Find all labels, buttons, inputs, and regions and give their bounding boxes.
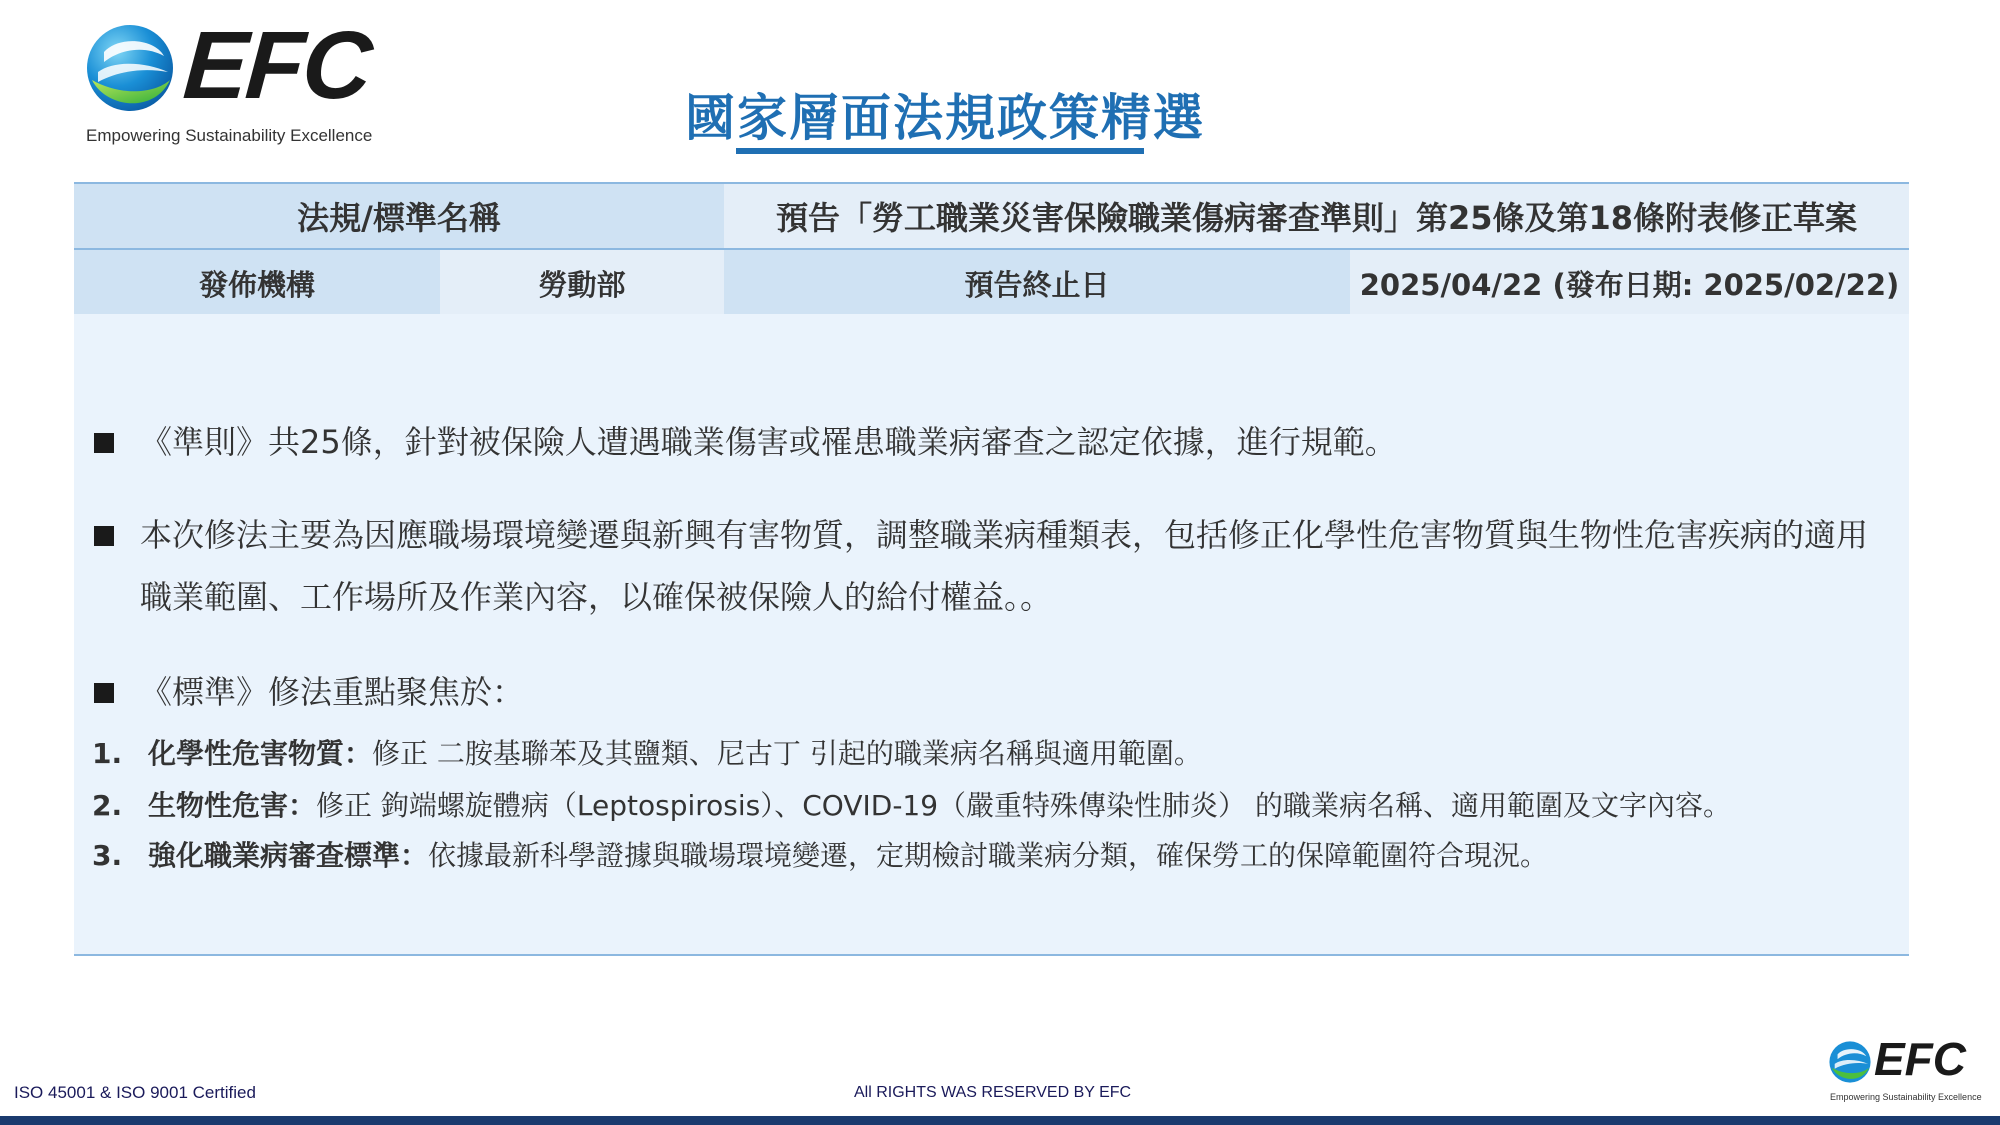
table-row	[74, 182, 1909, 250]
numbered-item	[92, 834, 1548, 874]
numbered-item	[92, 732, 1202, 772]
logo-wordmark: EFC	[180, 12, 374, 119]
numbered-item	[92, 784, 1731, 824]
bullet-item	[94, 411, 1890, 473]
efc-logo-small	[1828, 1033, 1988, 1104]
item-label: 強化職業病審查標準：	[148, 839, 429, 872]
logo-tagline: Empowering Sustainability Excellence	[1830, 1092, 1982, 1102]
bullet-item	[94, 661, 1890, 723]
regulation-info-table	[74, 182, 1909, 316]
bullet-text: 本次修法主要為因應職場環境變遷與新興有害物質，調整職業病種類表，包括修正化學性危害物質與生物性危害疾病的適用職業範圍、工作場所及作業內容，以確保被保險人的給付權益。。	[140, 516, 1869, 616]
bullet-square-icon	[94, 526, 114, 546]
notice-end-label: 預告終止日	[724, 250, 1350, 316]
item-number: 3.	[92, 839, 123, 872]
table-row	[74, 250, 1909, 316]
bullet-square-icon	[94, 433, 114, 453]
law-name-value: 預告「勞工職業災害保險職業傷病審查準則」第25條及第18條附表修正草案	[724, 184, 1909, 248]
item-text: 修正 二胺基聯苯及其鹽類、尼古丁 引起的職業病名稱與適用範圍。	[372, 737, 1202, 770]
bullet-text: 《標準》修法重點聚焦於：	[140, 673, 525, 711]
item-number: 1.	[92, 737, 123, 770]
rights-text: All RIGHTS WAS RESERVED BY EFC	[854, 1084, 1132, 1101]
item-label: 化學性危害物質：	[148, 737, 373, 770]
publisher-label: 發佈機構	[74, 250, 440, 316]
title-underline	[736, 148, 1144, 154]
bullet-square-icon	[94, 683, 114, 703]
publisher-value: 勞動部	[440, 250, 724, 316]
page-title: 國家層面法規政策精選	[685, 89, 1205, 147]
bottom-bar	[0, 1116, 2000, 1125]
item-text: 修正 鉤端螺旋體病（Leptospirosis）、COVID-19（嚴重特殊傳染性肺炎） 的職業病名稱、適用範圍及文字內容。	[316, 789, 1731, 822]
bullet-text: 《準則》共25條，針對被保險人遭遇職業傷害或罹患職業病審查之認定依據，進行規範。	[140, 423, 1397, 461]
notice-end-value: 2025/04/22 (發布日期: 2025/02/22)	[1350, 250, 1909, 316]
law-name-label: 法規/標準名稱	[74, 184, 724, 248]
globe-icon	[1828, 1040, 1872, 1084]
item-number: 2.	[92, 789, 123, 822]
content-panel	[74, 314, 1909, 956]
logo-tagline: Empowering Sustainability Excellence	[86, 126, 373, 145]
bullet-item	[94, 504, 1890, 628]
item-label: 生物性危害：	[148, 789, 317, 822]
item-text: 依據最新科學證據與職場環境變遷，定期檢討職業病分類，確保勞工的保障範圍符合現況。	[428, 839, 1549, 872]
certification-text: ISO 45001 & ISO 9001 Certified	[14, 1083, 256, 1102]
logo-wordmark: EFC	[1874, 1033, 1966, 1085]
